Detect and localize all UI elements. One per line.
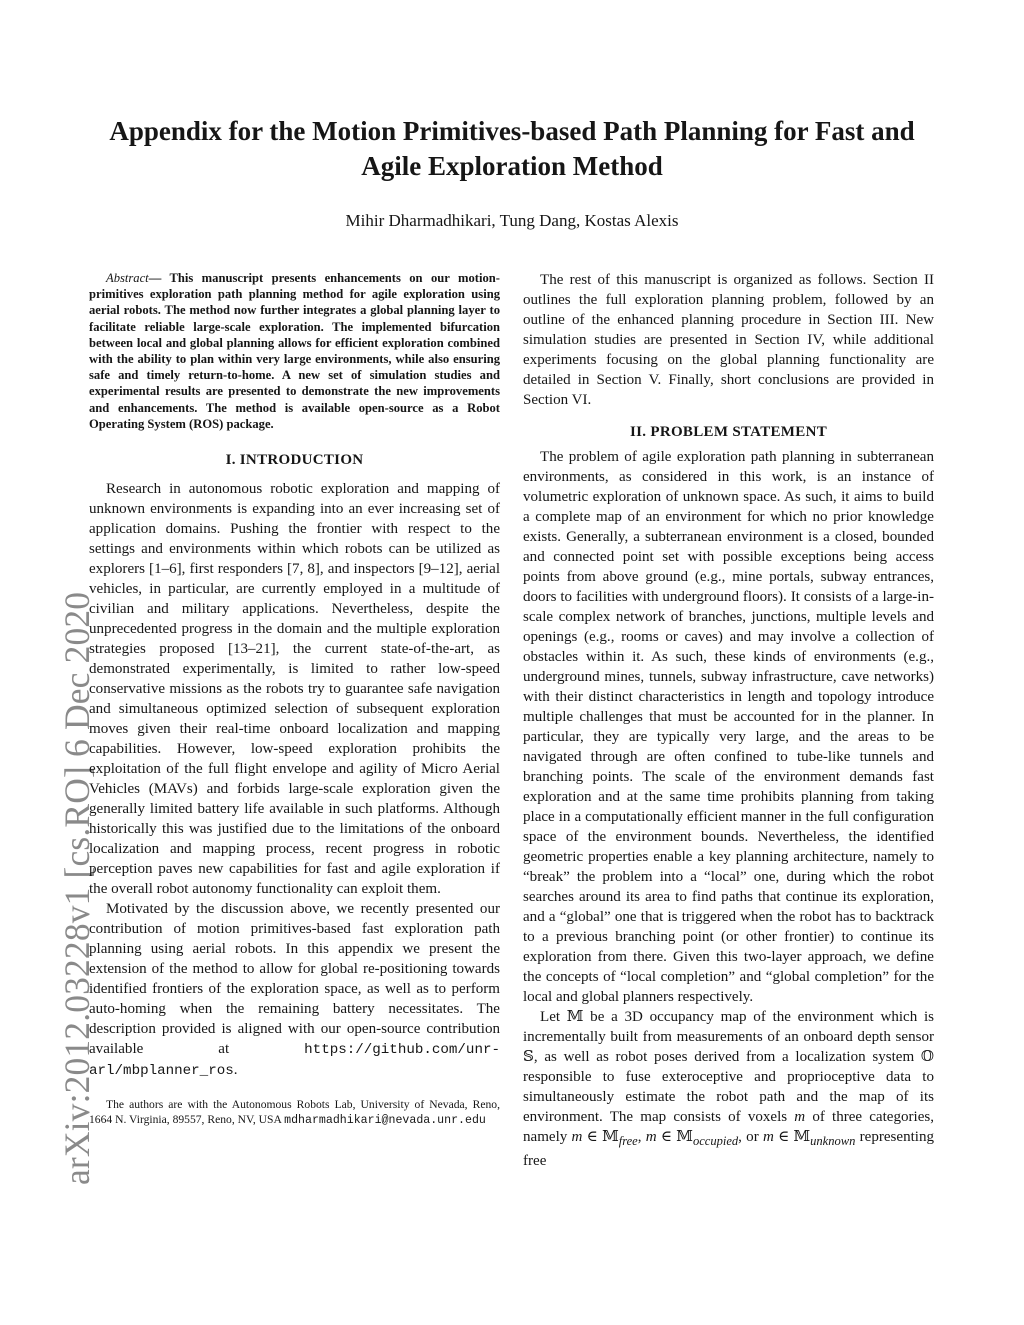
abstract-dash: —: [148, 271, 162, 285]
abstract: [89, 270, 500, 432]
left-column: [89, 270, 500, 1128]
author-list: Mihir Dharmadhikari, Tung Dang, Kostas Alexis: [345, 211, 679, 230]
map-symbol: 𝕄: [566, 1009, 584, 1025]
occupied-subscript: occupied: [692, 1134, 739, 1148]
free-subscript: free: [618, 1134, 638, 1148]
intro-paragraph-1: Research in autonomous robotic exploration and mapping of unknown environments is expanding into an ever increasing set of application domains. Pushing the frontier with respect to the settings and environments within which robots can be utilized as explorers [1–6], first responders [7, 8], and inspectors [9–12], aerial vehicles, in particular, are currently employed in a multitude of civilian and military applications. Nevertheless, despite the unprecedented progress in the domain and the multiple exploration strategies proposed [13–21], the current state-of-the-art, as demonstrated experimentally, is limited to rather low-speed conservative missions as the robots try to guarantee safe navigation and simultaneous optimized selection of subsequent exploration moves given their real-time onboard localization and mapping capabilities. However, low-speed exploration prohibits the exploitation of the full flight envelope and agility of Micro Aerial Vehicles (MAVs) and forbids large-scale exploration given the generally limited battery life available in such platforms. Although historically this was justified due to the limitations of the onboard localization and mapping process, recent progress in robotic perception paves new capabilities for fast and agile exploration if the overall robot autonomy functionality can exploit them.: [89, 481, 500, 898]
localization-symbol: 𝕆: [920, 1049, 934, 1065]
organization-paragraph: The rest of this manuscript is organized as follows. Section II outlines the full exploration planning problem, followed by an outline of the enhanced planning procedure in Section III. New simulation studies are presented in Section IV, while additional experiments focusing on the global planning functionality are detailed in Section V. Finally, short conclusions are provided in Section VI.: [523, 272, 934, 408]
abstract-text: This manuscript presents enhancements on our motion-primitives exploration path planning method for agile exploration using aerial robots. The method now further integrates a global planning layer to facilitate reliable large-scale exploration. The implemented bifurcation between local and global planning allows for efficient exploration combined with the ability to plan within very large environments, while also ensuring safe and timely return-to-home. A new set of simulation studies and experimental results are presented to demonstrate the new improvements and enhancements. The method is available open-source as a Robot Operating System (ROS) package.: [89, 271, 500, 431]
abstract-label: Abstract: [106, 271, 149, 285]
author-affiliation-footnote: [89, 1097, 500, 1128]
intro-paragraph-2-text: Motivated by the discussion above, we recently presented our contribution of motion primitives-based fast exploration path planning using aerial robots. In this appendix we present the extension of the method to allow for global re-positioning towards identified frontiers of the exploration space, as well as to perform auto-homing when the remaining battery necessitates. The description provided is aligned with our open-source contribution available at: [89, 901, 500, 1058]
right-column: [523, 270, 934, 1171]
voxel-symbol: m: [794, 1109, 806, 1125]
arxiv-identifier: arXiv:2012.03228v1 [cs.RO] 6 Dec 2020: [57, 591, 97, 1185]
paper-title: [90, 114, 934, 184]
title-line-2: Agile Exploration Method: [361, 151, 663, 181]
section-heading-introduction: I. INTRODUCTION: [225, 452, 364, 469]
affiliation-text: The authors are with the Autonomous Robots Lab, University of Nevada, Reno, 1664 N. Virginia, 89557, Reno, NV, USA: [89, 1098, 500, 1127]
contact-email[interactable]: mdharmadhikari@nevada.unr.edu: [284, 1114, 486, 1128]
repository-link[interactable]: https://github.com/unr-arl/mbplanner_ros: [89, 1042, 500, 1080]
sensor-symbol: 𝕊: [523, 1049, 534, 1065]
unknown-subscript: unknown: [810, 1134, 856, 1148]
problem-paragraph-2: Let 𝕄 be a 3D occupancy map of the environment which is incrementally built from measurements of an onboard depth sensor 𝕊, as well as robot poses derived from a localization system 𝕆 responsible to fuse exteroceptive and proprioceptive data to simultaneously estimate the robot path and the map of its environment. The map consists of voxels m of three categories, namely m ∈ 𝕄$_{free}$, m ∈ 𝕄$_{occupied}$, or m ∈ 𝕄$_{unknown}$ representing free: [523, 1009, 935, 1169]
problem-paragraph-1: The problem of agile exploration path planning in subterranean environments, as considered in this work, is an instance of volumetric exploration of unknown space. As such, it aims to build a complete map of an environment for which no prior knowledge exists. Generally, a subterranean environment is a closed, bounded and connected point set with possible exceptions being access points from above ground (e.g., mine portals, subway entrances, doors to facilities with underground floors). It consists of a large-in-scale complex network of branches, junctions, multiple levels and openings (e.g., rooms or caves) and may involve a collection of obstacles within it. As such, these kinds of environments (e.g., underground mines, tunnels, subway infrastructure, cave networks) with their distinct characteristics in length and topology introduce multiple challenges that must be accounted for in the planner. In particular, they are typically very large, and the areas to be navigated through are often confined to tube-like tunnels and branching points. The scale of the environment demands fast exploration and at the same time prohibits planning from taking place in a computationally efficient manner in the full configuration space of the environment bounds. Nevertheless, the identified geometric properties enable a key planning architecture, namely to “break” the problem into a “local” one, during which the robot searches around its area to find paths that continue its exploration, and a “global” one that is triggered when the robot has to backtrack to a previous branching point (or other frontier) to continue its exploration from there. Given this two-layer approach, we define the concepts of “local completion” and “global completion” for the local and global planners respectively.: [523, 449, 934, 1005]
title-line-1: Appendix for the Motion Primitives-based Path Planning for Fast and: [109, 116, 915, 146]
section-heading-problem-statement: II. PROBLEM STATEMENT: [629, 424, 828, 440]
intro-paragraph-2: Motivated by the discussion above, we recently presented our contribution of motion primitives-based fast exploration path planning using aerial robots. In this appendix we present the extension of the method to allow for global re-positioning towards identified frontiers of the exploration space, as well as to perform auto-homing when the remaining battery necessitates. The description provided is aligned with our open-source contribution available at https://github.com/unr-arl/mbplanner_ros.: [89, 901, 500, 1080]
